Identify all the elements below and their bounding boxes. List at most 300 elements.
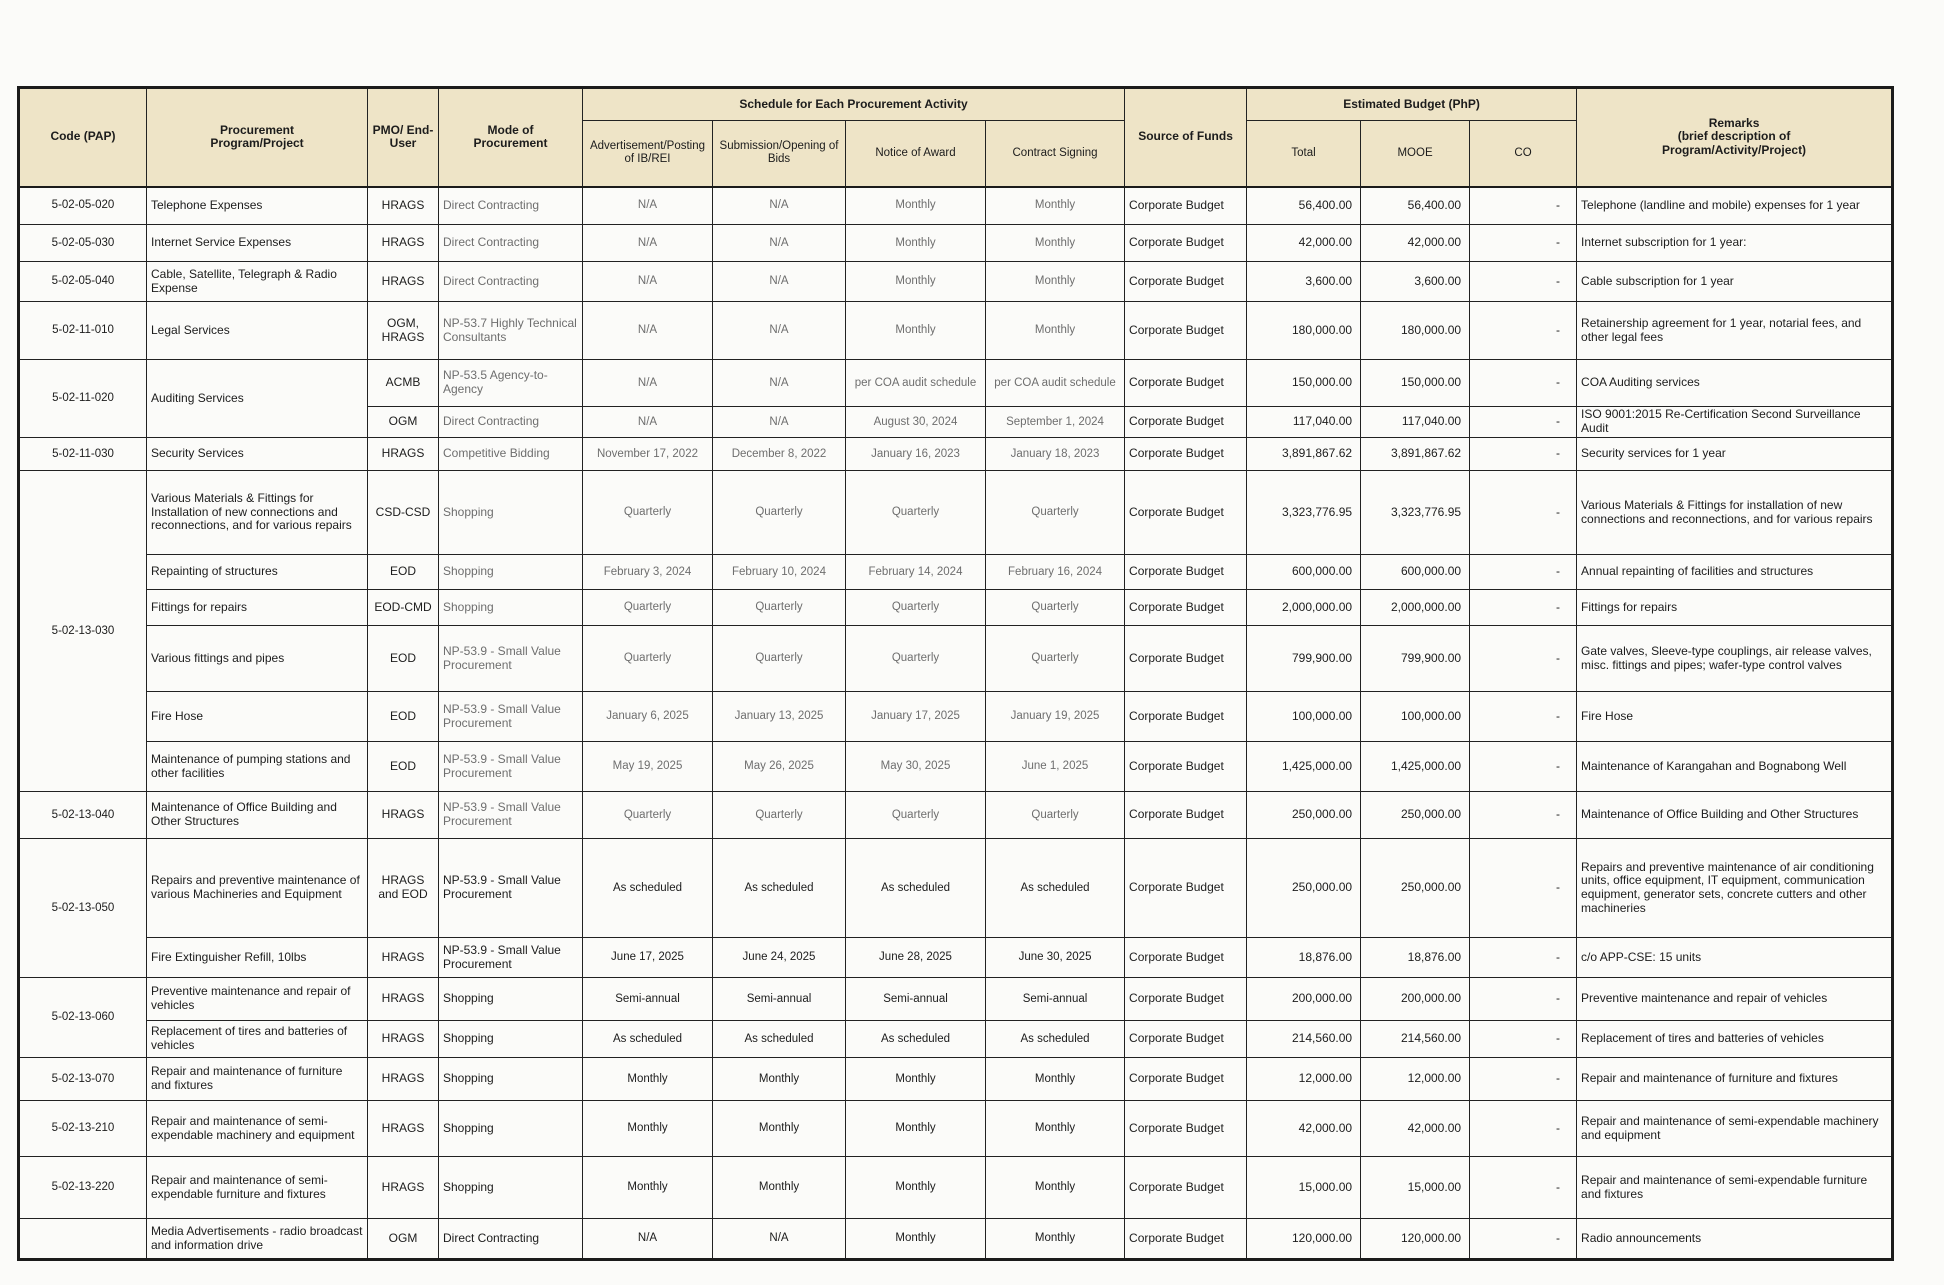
co-cell: - bbox=[1470, 407, 1577, 438]
submission-date-cell: Quarterly bbox=[713, 471, 846, 555]
submission-date-cell: February 10, 2024 bbox=[713, 555, 846, 590]
total-budget-cell: 2,000,000.00 bbox=[1247, 590, 1361, 626]
co-cell: - bbox=[1470, 1219, 1577, 1260]
mode-cell: Shopping bbox=[439, 1021, 583, 1058]
program-cell: Repair and maintenance of semi-expendable furniture and fixtures bbox=[147, 1157, 368, 1219]
submission-date-cell: As scheduled bbox=[713, 839, 846, 938]
co-cell: - bbox=[1470, 590, 1577, 626]
total-budget-cell: 100,000.00 bbox=[1247, 692, 1361, 742]
notice-of-award-cell: Semi-annual bbox=[846, 978, 986, 1021]
table-row bbox=[19, 302, 1893, 360]
mode-cell: NP-53.7 Highly Technical Consultants bbox=[439, 302, 583, 360]
program-cell: Legal Services bbox=[147, 302, 368, 360]
source-of-funds-cell: Corporate Budget bbox=[1125, 626, 1247, 692]
submission-date-cell: June 24, 2025 bbox=[713, 938, 846, 978]
co-cell: - bbox=[1470, 302, 1577, 360]
mooe-cell: 2,000,000.00 bbox=[1361, 590, 1470, 626]
contract-signing-cell: June 30, 2025 bbox=[986, 938, 1125, 978]
co-cell: - bbox=[1470, 1058, 1577, 1101]
header-mooe: MOOE bbox=[1361, 121, 1470, 187]
advertisement-date-cell: Quarterly bbox=[583, 626, 713, 692]
mode-cell: Shopping bbox=[439, 1058, 583, 1101]
remarks-cell: Telephone (landline and mobile) expenses for 1 year bbox=[1577, 187, 1893, 225]
remarks-cell: Maintenance of Office Building and Other Structures bbox=[1577, 792, 1893, 839]
mooe-cell: 100,000.00 bbox=[1361, 692, 1470, 742]
contract-signing-cell: January 18, 2023 bbox=[986, 438, 1125, 471]
advertisement-date-cell: Monthly bbox=[583, 1157, 713, 1219]
pmo-cell: HRAGS bbox=[368, 438, 439, 471]
mode-cell: Shopping bbox=[439, 1101, 583, 1157]
total-budget-cell: 799,900.00 bbox=[1247, 626, 1361, 692]
remarks-cell: Maintenance of Karangahan and Bognabong Well bbox=[1577, 742, 1893, 792]
contract-signing-cell: Monthly bbox=[986, 262, 1125, 302]
source-of-funds-cell: Corporate Budget bbox=[1125, 262, 1247, 302]
mooe-cell: 600,000.00 bbox=[1361, 555, 1470, 590]
pap-code-cell: 5-02-13-040 bbox=[19, 792, 147, 839]
co-cell: - bbox=[1470, 1021, 1577, 1058]
pap-code-cell: 5-02-13-070 bbox=[19, 1058, 147, 1101]
source-of-funds-cell: Corporate Budget bbox=[1125, 1101, 1247, 1157]
notice-of-award-cell: February 14, 2024 bbox=[846, 555, 986, 590]
pmo-cell: HRAGS and EOD bbox=[368, 839, 439, 938]
pmo-cell: HRAGS bbox=[368, 978, 439, 1021]
total-budget-cell: 214,560.00 bbox=[1247, 1021, 1361, 1058]
total-budget-cell: 56,400.00 bbox=[1247, 187, 1361, 225]
pap-code-cell bbox=[19, 1219, 147, 1260]
submission-date-cell: N/A bbox=[713, 407, 846, 438]
table-row bbox=[19, 626, 1893, 692]
submission-date-cell: N/A bbox=[713, 1219, 846, 1260]
submission-date-cell: N/A bbox=[713, 187, 846, 225]
contract-signing-cell: Quarterly bbox=[986, 471, 1125, 555]
pmo-cell: HRAGS bbox=[368, 1058, 439, 1101]
mooe-cell: 1,425,000.00 bbox=[1361, 742, 1470, 792]
program-cell: Telephone Expenses bbox=[147, 187, 368, 225]
co-cell: - bbox=[1470, 938, 1577, 978]
advertisement-date-cell: N/A bbox=[583, 225, 713, 262]
mooe-cell: 799,900.00 bbox=[1361, 626, 1470, 692]
table-row bbox=[19, 1219, 1893, 1260]
submission-date-cell: Monthly bbox=[713, 1101, 846, 1157]
pmo-cell: OGM, HRAGS bbox=[368, 302, 439, 360]
table-row bbox=[19, 839, 1893, 938]
contract-signing-cell: Monthly bbox=[986, 1101, 1125, 1157]
remarks-cell: c/o APP-CSE: 15 units bbox=[1577, 938, 1893, 978]
contract-signing-cell: February 16, 2024 bbox=[986, 555, 1125, 590]
pmo-cell: EOD bbox=[368, 692, 439, 742]
remarks-cell: Annual repainting of facilities and structures bbox=[1577, 555, 1893, 590]
advertisement-date-cell: N/A bbox=[583, 1219, 713, 1260]
notice-of-award-cell: Monthly bbox=[846, 1219, 986, 1260]
mode-cell: Shopping bbox=[439, 555, 583, 590]
source-of-funds-cell: Corporate Budget bbox=[1125, 1021, 1247, 1058]
mooe-cell: 3,891,867.62 bbox=[1361, 438, 1470, 471]
remarks-cell: Retainership agreement for 1 year, notarial fees, and other legal fees bbox=[1577, 302, 1893, 360]
submission-date-cell: May 26, 2025 bbox=[713, 742, 846, 792]
notice-of-award-cell: June 28, 2025 bbox=[846, 938, 986, 978]
mooe-cell: 42,000.00 bbox=[1361, 225, 1470, 262]
mode-cell: NP-53.9 - Small Value Procurement bbox=[439, 626, 583, 692]
table-row bbox=[19, 438, 1893, 471]
notice-of-award-cell: May 30, 2025 bbox=[846, 742, 986, 792]
notice-of-award-cell: January 16, 2023 bbox=[846, 438, 986, 471]
table-row bbox=[19, 471, 1893, 555]
advertisement-date-cell: Monthly bbox=[583, 1058, 713, 1101]
mooe-cell: 250,000.00 bbox=[1361, 839, 1470, 938]
mode-cell: Direct Contracting bbox=[439, 1219, 583, 1260]
source-of-funds-cell: Corporate Budget bbox=[1125, 742, 1247, 792]
mode-cell: Shopping bbox=[439, 1157, 583, 1219]
header-mode bbox=[439, 88, 583, 187]
contract-signing-cell: Quarterly bbox=[986, 626, 1125, 692]
contract-signing-cell: Monthly bbox=[986, 1157, 1125, 1219]
program-cell: Media Advertisements - radio broadcast and information drive bbox=[147, 1219, 368, 1260]
program-cell: Various Materials & Fittings for Installation of new connections and reconnections, and for various repairs bbox=[147, 471, 368, 555]
notice-of-award-cell: Monthly bbox=[846, 1101, 986, 1157]
pmo-cell: OGM bbox=[368, 407, 439, 438]
total-budget-cell: 200,000.00 bbox=[1247, 978, 1361, 1021]
co-cell: - bbox=[1470, 792, 1577, 839]
total-budget-cell: 150,000.00 bbox=[1247, 360, 1361, 407]
mooe-cell: 15,000.00 bbox=[1361, 1157, 1470, 1219]
advertisement-date-cell: As scheduled bbox=[583, 839, 713, 938]
program-cell: Fire Hose bbox=[147, 692, 368, 742]
pap-code-cell: 5-02-13-050 bbox=[19, 839, 147, 978]
program-cell: Maintenance of pumping stations and other facilities bbox=[147, 742, 368, 792]
table-row bbox=[19, 360, 1893, 407]
program-cell: Auditing Services bbox=[147, 360, 368, 438]
program-cell: Repainting of structures bbox=[147, 555, 368, 590]
submission-date-cell: Quarterly bbox=[713, 626, 846, 692]
submission-date-cell: Quarterly bbox=[713, 590, 846, 626]
pmo-cell: HRAGS bbox=[368, 187, 439, 225]
pap-code-cell: 5-02-05-030 bbox=[19, 225, 147, 262]
procurement-plan-table bbox=[17, 86, 1894, 1261]
mooe-cell: 180,000.00 bbox=[1361, 302, 1470, 360]
mode-cell: NP-53.9 - Small Value Procurement bbox=[439, 938, 583, 978]
contract-signing-cell: Monthly bbox=[986, 225, 1125, 262]
program-cell: Cable, Satellite, Telegraph & Radio Expense bbox=[147, 262, 368, 302]
pmo-cell: HRAGS bbox=[368, 1021, 439, 1058]
submission-date-cell: Monthly bbox=[713, 1157, 846, 1219]
advertisement-date-cell: N/A bbox=[583, 360, 713, 407]
header-notice-of-award: Notice of Award bbox=[846, 121, 986, 187]
program-cell: Replacement of tires and batteries of vehicles bbox=[147, 1021, 368, 1058]
program-cell: Fittings for repairs bbox=[147, 590, 368, 626]
submission-date-cell: Quarterly bbox=[713, 792, 846, 839]
table-row bbox=[19, 938, 1893, 978]
table-row bbox=[19, 187, 1893, 225]
source-of-funds-cell: Corporate Budget bbox=[1125, 938, 1247, 978]
header-schedule-group: Schedule for Each Procurement Activity bbox=[583, 88, 1125, 121]
notice-of-award-cell: Monthly bbox=[846, 1058, 986, 1101]
co-cell: - bbox=[1470, 438, 1577, 471]
table-row bbox=[19, 742, 1893, 792]
co-cell: - bbox=[1470, 692, 1577, 742]
pap-code-cell: 5-02-05-020 bbox=[19, 187, 147, 225]
notice-of-award-cell: Monthly bbox=[846, 302, 986, 360]
table-row bbox=[19, 978, 1893, 1021]
remarks-cell: Preventive maintenance and repair of vehicles bbox=[1577, 978, 1893, 1021]
source-of-funds-cell: Corporate Budget bbox=[1125, 471, 1247, 555]
advertisement-date-cell: N/A bbox=[583, 407, 713, 438]
remarks-cell: Security services for 1 year bbox=[1577, 438, 1893, 471]
mooe-cell: 3,323,776.95 bbox=[1361, 471, 1470, 555]
remarks-cell: Repair and maintenance of semi-expendable furniture and fixtures bbox=[1577, 1157, 1893, 1219]
program-cell: Various fittings and pipes bbox=[147, 626, 368, 692]
pap-code-cell: 5-02-11-030 bbox=[19, 438, 147, 471]
source-of-funds-cell: Corporate Budget bbox=[1125, 438, 1247, 471]
total-budget-cell: 42,000.00 bbox=[1247, 225, 1361, 262]
total-budget-cell: 3,891,867.62 bbox=[1247, 438, 1361, 471]
program-cell: Repair and maintenance of semi-expendable machinery and equipment bbox=[147, 1101, 368, 1157]
advertisement-date-cell: May 19, 2025 bbox=[583, 742, 713, 792]
remarks-cell: Replacement of tires and batteries of vehicles bbox=[1577, 1021, 1893, 1058]
contract-signing-cell: June 1, 2025 bbox=[986, 742, 1125, 792]
notice-of-award-cell: per COA audit schedule bbox=[846, 360, 986, 407]
remarks-cell: ISO 9001:2015 Re-Certification Second Surveillance Audit bbox=[1577, 407, 1893, 438]
advertisement-date-cell: N/A bbox=[583, 187, 713, 225]
pmo-cell: HRAGS bbox=[368, 262, 439, 302]
submission-date-cell: December 8, 2022 bbox=[713, 438, 846, 471]
header-program bbox=[147, 88, 368, 187]
mooe-cell: 250,000.00 bbox=[1361, 792, 1470, 839]
pmo-cell: EOD bbox=[368, 626, 439, 692]
notice-of-award-cell: As scheduled bbox=[846, 1021, 986, 1058]
remarks-cell: Various Materials & Fittings for installation of new connections and reconnections, and for various repairs bbox=[1577, 471, 1893, 555]
program-cell: Preventive maintenance and repair of vehicles bbox=[147, 978, 368, 1021]
mooe-cell: 18,876.00 bbox=[1361, 938, 1470, 978]
advertisement-date-cell: Semi-annual bbox=[583, 978, 713, 1021]
contract-signing-cell: Quarterly bbox=[986, 792, 1125, 839]
total-budget-cell: 180,000.00 bbox=[1247, 302, 1361, 360]
submission-date-cell: Monthly bbox=[713, 1058, 846, 1101]
source-of-funds-cell: Corporate Budget bbox=[1125, 590, 1247, 626]
header-mode-label: Mode of Procurement bbox=[473, 122, 548, 151]
contract-signing-cell: Monthly bbox=[986, 1058, 1125, 1101]
remarks-cell: Fittings for repairs bbox=[1577, 590, 1893, 626]
submission-date-cell: N/A bbox=[713, 302, 846, 360]
remarks-cell: COA Auditing services bbox=[1577, 360, 1893, 407]
source-of-funds-cell: Corporate Budget bbox=[1125, 792, 1247, 839]
remarks-cell: Repair and maintenance of furniture and fixtures bbox=[1577, 1058, 1893, 1101]
pmo-cell: OGM bbox=[368, 1219, 439, 1260]
remarks-cell: Cable subscription for 1 year bbox=[1577, 262, 1893, 302]
notice-of-award-cell: Quarterly bbox=[846, 792, 986, 839]
advertisement-date-cell: Quarterly bbox=[583, 471, 713, 555]
co-cell: - bbox=[1470, 978, 1577, 1021]
source-of-funds-cell: Corporate Budget bbox=[1125, 555, 1247, 590]
submission-date-cell: N/A bbox=[713, 360, 846, 407]
header-advertisement: Advertisement/Posting of IB/REI bbox=[583, 121, 713, 187]
table-row bbox=[19, 225, 1893, 262]
total-budget-cell: 3,600.00 bbox=[1247, 262, 1361, 302]
program-cell: Maintenance of Office Building and Other Structures bbox=[147, 792, 368, 839]
mooe-cell: 3,600.00 bbox=[1361, 262, 1470, 302]
header-budget-group: Estimated Budget (PhP) bbox=[1247, 88, 1577, 121]
header-row-top bbox=[19, 88, 1893, 121]
program-cell: Fire Extinguisher Refill, 10lbs bbox=[147, 938, 368, 978]
table-body bbox=[19, 187, 1893, 1260]
mode-cell: Shopping bbox=[439, 590, 583, 626]
source-of-funds-cell: Corporate Budget bbox=[1125, 839, 1247, 938]
pmo-cell: EOD bbox=[368, 742, 439, 792]
co-cell: - bbox=[1470, 360, 1577, 407]
contract-signing-cell: Quarterly bbox=[986, 590, 1125, 626]
pap-code-cell: 5-02-11-020 bbox=[19, 360, 147, 438]
submission-date-cell: January 13, 2025 bbox=[713, 692, 846, 742]
source-of-funds-cell: Corporate Budget bbox=[1125, 978, 1247, 1021]
header-code: Code (PAP) bbox=[19, 88, 147, 187]
pap-code-cell: 5-02-05-040 bbox=[19, 262, 147, 302]
contract-signing-cell: January 19, 2025 bbox=[986, 692, 1125, 742]
advertisement-date-cell: Quarterly bbox=[583, 590, 713, 626]
co-cell: - bbox=[1470, 555, 1577, 590]
mode-cell: Shopping bbox=[439, 978, 583, 1021]
source-of-funds-cell: Corporate Budget bbox=[1125, 225, 1247, 262]
submission-date-cell: N/A bbox=[713, 262, 846, 302]
contract-signing-cell: Monthly bbox=[986, 1219, 1125, 1260]
source-of-funds-cell: Corporate Budget bbox=[1125, 187, 1247, 225]
header-source: Source of Funds bbox=[1125, 88, 1247, 187]
header-program-label: Procurement Program/Project bbox=[210, 122, 304, 151]
notice-of-award-cell: As scheduled bbox=[846, 839, 986, 938]
mooe-cell: 120,000.00 bbox=[1361, 1219, 1470, 1260]
pmo-cell: ACMB bbox=[368, 360, 439, 407]
advertisement-date-cell: January 6, 2025 bbox=[583, 692, 713, 742]
remarks-cell: Radio announcements bbox=[1577, 1219, 1893, 1260]
header-pmo: PMO/ End-User bbox=[368, 88, 439, 187]
mode-cell: NP-53.5 Agency-to-Agency bbox=[439, 360, 583, 407]
mooe-cell: 12,000.00 bbox=[1361, 1058, 1470, 1101]
pmo-cell: HRAGS bbox=[368, 792, 439, 839]
mooe-cell: 117,040.00 bbox=[1361, 407, 1470, 438]
pmo-cell: HRAGS bbox=[368, 1157, 439, 1219]
advertisement-date-cell: November 17, 2022 bbox=[583, 438, 713, 471]
notice-of-award-cell: Quarterly bbox=[846, 626, 986, 692]
pmo-cell: HRAGS bbox=[368, 225, 439, 262]
remarks-cell: Repairs and preventive maintenance of air conditioning units, office equipment, IT equipment, communication equipment, generator sets, concrete cutters and other machineries bbox=[1577, 839, 1893, 938]
source-of-funds-cell: Corporate Budget bbox=[1125, 1219, 1247, 1260]
mode-cell: Direct Contracting bbox=[439, 262, 583, 302]
mode-cell: Shopping bbox=[439, 471, 583, 555]
advertisement-date-cell: February 3, 2024 bbox=[583, 555, 713, 590]
mooe-cell: 150,000.00 bbox=[1361, 360, 1470, 407]
mode-cell: NP-53.9 - Small Value Procurement bbox=[439, 692, 583, 742]
advertisement-date-cell: N/A bbox=[583, 302, 713, 360]
contract-signing-cell: Monthly bbox=[986, 187, 1125, 225]
header-total: Total bbox=[1247, 121, 1361, 187]
co-cell: - bbox=[1470, 187, 1577, 225]
pap-code-cell: 5-02-13-030 bbox=[19, 471, 147, 792]
advertisement-date-cell: Monthly bbox=[583, 1101, 713, 1157]
table-header bbox=[19, 88, 1893, 187]
program-cell: Repair and maintenance of furniture and fixtures bbox=[147, 1058, 368, 1101]
table-row bbox=[19, 1157, 1893, 1219]
contract-signing-cell: Monthly bbox=[986, 302, 1125, 360]
co-cell: - bbox=[1470, 839, 1577, 938]
notice-of-award-cell: Quarterly bbox=[846, 471, 986, 555]
source-of-funds-cell: Corporate Budget bbox=[1125, 360, 1247, 407]
header-submission: Submission/Opening of Bids bbox=[713, 121, 846, 187]
notice-of-award-cell: Monthly bbox=[846, 1157, 986, 1219]
pmo-cell: HRAGS bbox=[368, 1101, 439, 1157]
table-row bbox=[19, 590, 1893, 626]
co-cell: - bbox=[1470, 626, 1577, 692]
program-cell: Security Services bbox=[147, 438, 368, 471]
contract-signing-cell: per COA audit schedule bbox=[986, 360, 1125, 407]
source-of-funds-cell: Corporate Budget bbox=[1125, 407, 1247, 438]
total-budget-cell: 12,000.00 bbox=[1247, 1058, 1361, 1101]
total-budget-cell: 120,000.00 bbox=[1247, 1219, 1361, 1260]
co-cell: - bbox=[1470, 225, 1577, 262]
mode-cell: Direct Contracting bbox=[439, 407, 583, 438]
remarks-cell: Internet subscription for 1 year: bbox=[1577, 225, 1893, 262]
mode-cell: NP-53.9 - Small Value Procurement bbox=[439, 742, 583, 792]
total-budget-cell: 42,000.00 bbox=[1247, 1101, 1361, 1157]
mooe-cell: 214,560.00 bbox=[1361, 1021, 1470, 1058]
contract-signing-cell: As scheduled bbox=[986, 839, 1125, 938]
notice-of-award-cell: Monthly bbox=[846, 225, 986, 262]
submission-date-cell: As scheduled bbox=[713, 1021, 846, 1058]
contract-signing-cell: As scheduled bbox=[986, 1021, 1125, 1058]
program-cell: Repairs and preventive maintenance of various Machineries and Equipment bbox=[147, 839, 368, 938]
pap-code-cell: 5-02-13-060 bbox=[19, 978, 147, 1058]
table-row bbox=[19, 792, 1893, 839]
mooe-cell: 200,000.00 bbox=[1361, 978, 1470, 1021]
mooe-cell: 56,400.00 bbox=[1361, 187, 1470, 225]
table-row bbox=[19, 1021, 1893, 1058]
pap-code-cell: 5-02-11-010 bbox=[19, 302, 147, 360]
mode-cell: NP-53.9 - Small Value Procurement bbox=[439, 839, 583, 938]
advertisement-date-cell: June 17, 2025 bbox=[583, 938, 713, 978]
co-cell: - bbox=[1470, 262, 1577, 302]
notice-of-award-cell: January 17, 2025 bbox=[846, 692, 986, 742]
notice-of-award-cell: Monthly bbox=[846, 187, 986, 225]
co-cell: - bbox=[1470, 1101, 1577, 1157]
pmo-cell: EOD bbox=[368, 555, 439, 590]
header-co: CO bbox=[1470, 121, 1577, 187]
remarks-cell: Fire Hose bbox=[1577, 692, 1893, 742]
submission-date-cell: N/A bbox=[713, 225, 846, 262]
header-contract-signing: Contract Signing bbox=[986, 121, 1125, 187]
co-cell: - bbox=[1470, 742, 1577, 792]
co-cell: - bbox=[1470, 1157, 1577, 1219]
pap-code-cell: 5-02-13-210 bbox=[19, 1101, 147, 1157]
mode-cell: Direct Contracting bbox=[439, 225, 583, 262]
submission-date-cell: Semi-annual bbox=[713, 978, 846, 1021]
remarks-cell: Repair and maintenance of semi-expendable machinery and equipment bbox=[1577, 1101, 1893, 1157]
table-row bbox=[19, 262, 1893, 302]
pmo-cell: HRAGS bbox=[368, 938, 439, 978]
mooe-cell: 42,000.00 bbox=[1361, 1101, 1470, 1157]
table-row bbox=[19, 692, 1893, 742]
source-of-funds-cell: Corporate Budget bbox=[1125, 302, 1247, 360]
notice-of-award-cell: Quarterly bbox=[846, 590, 986, 626]
total-budget-cell: 3,323,776.95 bbox=[1247, 471, 1361, 555]
contract-signing-cell: September 1, 2024 bbox=[986, 407, 1125, 438]
pap-code-cell: 5-02-13-220 bbox=[19, 1157, 147, 1219]
document-sheet bbox=[17, 86, 1894, 1261]
header-remarks bbox=[1577, 88, 1893, 187]
notice-of-award-cell: August 30, 2024 bbox=[846, 407, 986, 438]
mode-cell: Direct Contracting bbox=[439, 187, 583, 225]
total-budget-cell: 250,000.00 bbox=[1247, 839, 1361, 938]
total-budget-cell: 117,040.00 bbox=[1247, 407, 1361, 438]
header-remarks-title: Remarks bbox=[1708, 115, 1760, 130]
mode-cell: Competitive Bidding bbox=[439, 438, 583, 471]
table-row bbox=[19, 1058, 1893, 1101]
